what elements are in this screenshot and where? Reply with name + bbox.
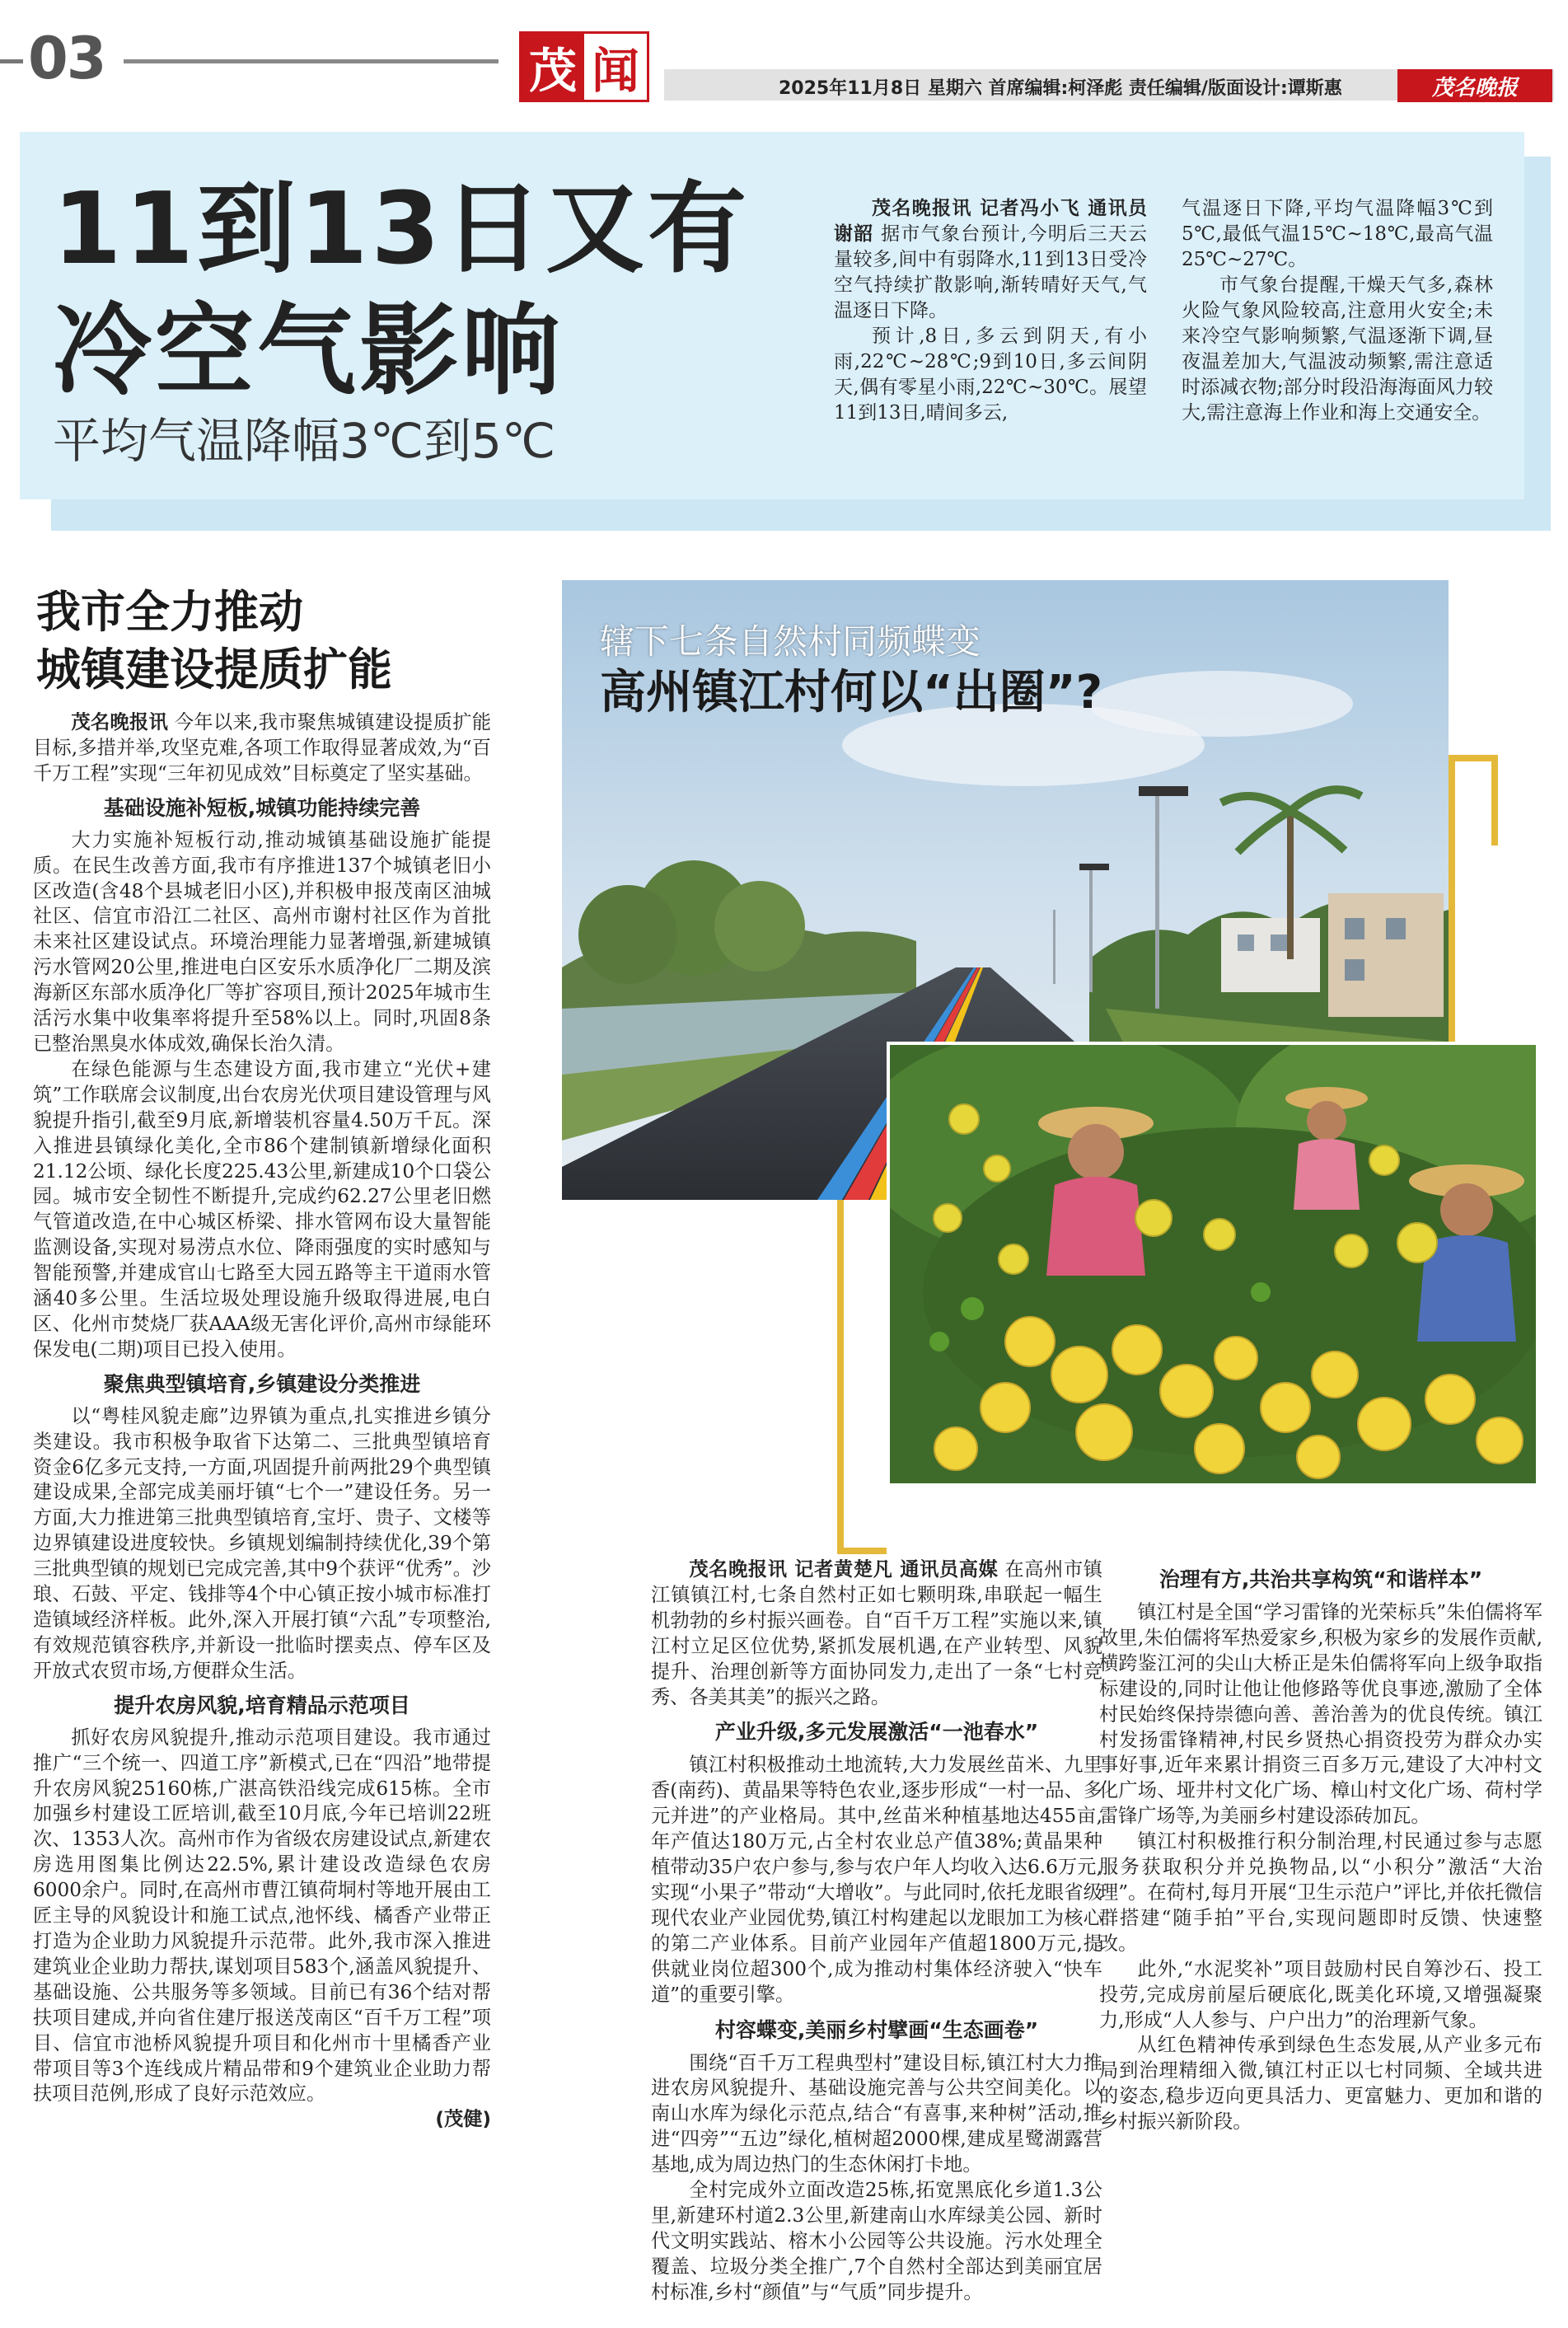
weather-headline-line2: 冷空气影响 bbox=[53, 294, 564, 409]
weather-column-2 bbox=[1182, 196, 1493, 426]
weather-subtitle: 平均气温降幅3℃到5℃ bbox=[53, 413, 556, 469]
weather-paragraph-4: 市气象台提醒,干燥天气多,森林火险气象风险较高,注意用火安全;未来冷空气影响频繁,气温逐渐下调,昼夜温差加大,气温波动频繁,需注意适时添减衣物;部分时段沿海海面风力较大,需注意海上作业和海上交通安全。 bbox=[1182, 274, 1493, 424]
village-subheading-3: 治理有方,共治共享构筑“和谐样本” bbox=[1158, 1567, 1483, 1591]
weather-byline: 茂名晚报讯 记者冯小飞 通讯员谢韶 bbox=[834, 198, 1147, 245]
urban-subheading-2: 聚焦典型镇培育,乡镇建设分类推进 bbox=[103, 1371, 421, 1396]
gold-frame-line-bottom bbox=[837, 1548, 887, 1554]
section-tag-char-1: 茂 bbox=[522, 34, 584, 100]
fruit-harvest-illustration bbox=[890, 1045, 1536, 1483]
weather-headline-line1: 11到13日又有 bbox=[53, 172, 750, 287]
fruit-harvest-photo bbox=[887, 1042, 1539, 1487]
village-paragraph-7: 此外,“水泥奖补”项目鼓励村民自筹沙石、投工投劳,完成房前屋后硬底化,既美化环境,又增强凝聚力,形成“人人参与、户户出力”的治理新气象。 bbox=[1099, 1957, 1542, 2031]
village-paragraph-2: 镇江村积极推动土地流转,大力发展丝苗米、九里香(南药)、黄晶果等特色农业,逐步形成“一村一品、多元并进”的产业格局。其中,丝苗米种植基地达455亩,年产值达180万元,占全村农业总产值38%;黄晶果种植带动35户农户参与,参与农户年人均收入达6.6万元,实现“小果子”带动“大增收”。与此同时,依托龙眼省级现代农业产业园优势,镇江村构建起以龙眼加工为核心的第二产业体系。目前产业园年产值超1800万元,提供就业岗位超300个,成为推动村集体经济驶入“快车道”的重要引擎。 bbox=[651, 1754, 1102, 2006]
weather-paragraph-2: 预计,8日,多云到阴天,有小雨,22℃~28℃;9到10日,多云间阴天,偶有零星小雨,22℃~30℃。展望11到13日,晴间多云, bbox=[834, 326, 1147, 424]
urban-article-title-line2: 城镇建设提质扩能 bbox=[36, 644, 392, 696]
village-article-column-2 bbox=[1099, 1557, 1542, 2135]
village-paragraph-1: 在高州市镇江镇镇江村,七条自然村正如七颗明珠,串联起一幅生机勃勃的乡村振兴画卷。自“百千万工程”实施以来,镇江村立足区位优势,紧抓发展机遇,在产业转型、风貌提升、治理创新等方面协同发力,走出了一条“七村竞秀、各美其美”的振兴之路。 bbox=[651, 1558, 1102, 1708]
gold-frame-line-right-2 bbox=[1491, 755, 1498, 845]
urban-paragraph-5: 抓好农房风貌提升,推动示范项目建设。我市通过推广“三个统一、四道工序”新模式,已在“四沿”地带提升农房风貌25160栋,广湛高铁沿线完成615栋。全市加强乡村建设工匠培训,截至10月底,今年已培训22班次、1353人次。高州市作为省级农房建设试点,新建农房选用图集比例达22.5%,累计建设改造绿色农房6000余户。同时,在高州市曹江镇荷垌村等地开展由工匠主导的风貌设计和施工试点,池怀线、橘香产业带正打造为企业助力风貌提升示范带。此外,我市深入推进建筑业企业助力帮扶,谋划项目583个,涵盖风貌提升、基础设施、公共服务等多领域。目前已有36个结对帮扶项目建成,并向省住建厅报送茂南区“百千万工程”项目、信宜市池桥风貌提升项目和化州市十里橘香产业带项目等3个连线成片精品带和9个建筑业企业助力帮扶项目范例,形成了良好示范效应。 bbox=[33, 1726, 491, 2106]
village-subheading-1: 产业升级,多元发展激活“一池春水” bbox=[714, 1720, 1039, 1745]
page-number-rule-right bbox=[124, 59, 498, 63]
village-paragraph-4: 全村完成外立面改造25栋,拓宽黑底化乡道1.3公里,新建环村道2.3公里,新建南山水库绿美公园、新时代文明实践站、榕木小公园等公共设施。污水处理全覆盖、垃圾分类全推广,7个自然村全部达到美丽宜居村标准,乡村“颜值”与“气质”同步提升。 bbox=[651, 2179, 1102, 2303]
urban-paragraph-4: 以“粤桂风貌走廊”边界镇为重点,扎实推进乡镇分类建设。我市积极争取省下达第二、三批典型镇培育资金6亿多元支持,一方面,巩固提升前两批29个典型镇建设成果,全部完成美丽圩镇“七个一”建设任务。另一方面,大力推进第三批典型镇培育,宝圩、贵子、文楼等边界镇建设进度较快。乡镇规划编制持续优化,39个第三批典型镇的规划已完成完善,其中9个获评“优秀”。沙琅、石鼓、平定、钱排等4个中心镇正按小城市标准打造镇域经济样板。此外,深入开展打镇“六乱”专项整治,有效规范镇容秩序,并新设一批临时摆卖点、停车区及开放式农贸市场,方便群众生活。 bbox=[33, 1404, 491, 1682]
urban-article-body bbox=[33, 710, 491, 2133]
page-number: 03 bbox=[28, 25, 105, 92]
village-article-kicker: 辖下七条自然村同频蝶变 bbox=[600, 621, 981, 662]
village-article-column-1 bbox=[651, 1557, 1102, 2306]
village-article-byline: 茂名晚报讯 记者黄楚凡 通讯员高媒 bbox=[689, 1558, 999, 1581]
urban-article-signature: (茂健) bbox=[435, 2108, 491, 2131]
section-tag-char-2: 闻 bbox=[584, 34, 647, 100]
gold-frame-line-right bbox=[1449, 755, 1455, 1042]
urban-article-title bbox=[36, 583, 392, 699]
village-paragraph-6: 镇江村积极推行积分制治理,村民通过参与志愿服务获取积分并兑换物品,以“小积分”激活“大治理”。在荷村,每月开展“卫生示范户”评比,并依托微信群搭建“随手拍”平台,实现问题即时反馈、快速整改。 bbox=[1099, 1830, 1542, 1955]
urban-paragraph-3: 在绿色能源与生态建设方面,我市建立“光伏+建筑”工作联席会议制度,出台农房光伏项目建设管理与风貌提升指引,截至9月底,新增装机容量4.50万千瓦。深入推进县镇绿化美化,全市86个建制镇新增绿化面积21.12公顷、绿化长度225.43公里,新建成10个口袋公园。城市安全韧性不断提升,完成约62.27公里老旧燃气管道改造,在中心城区桥梁、排水管网布设大量智能监测设备,实现对易涝点水位、降雨强度的实时感知与智能预警,并建成官山七路至大园五路等主干道雨水管涵40多公里。生活垃圾处理设施升级取得进展,电白区、化州市焚烧厂获AAA级无害化评价,高州市绿能环保发电(二期)项目已投入使用。 bbox=[33, 1057, 491, 1361]
urban-paragraph-2: 大力实施补短板行动,推动城镇基础设施扩能提质。在民生改善方面,我市有序推进137个城镇老旧小区改造(含48个县城老旧小区),并积极申报茂南区油城社区、信宜市沿江二社区、高州市谢村社区作为首批未来社区建设试点。环境治理能力显著增强,新建城镇污水管网20公里,推进电白区安乐水质净化厂二期及滨海新区东部水质净化厂等扩容项目,预计2025年城市生活污水集中收集率将提升至58%以上。同时,巩固8条已整治黑臭水体成效,确保长治久清。 bbox=[33, 828, 491, 1055]
masthead-info: 2025年11月8日 星期六 首席编辑:柯泽彪 责任编辑/版面设计:谭斯惠 bbox=[779, 78, 1342, 99]
page-number-rule-left bbox=[0, 59, 23, 63]
gold-frame-line-left bbox=[837, 1200, 844, 1554]
section-tag bbox=[519, 31, 649, 102]
village-paragraph-5: 镇江村是全国“学习雷锋的光荣标兵”朱伯儒将军故里,朱伯儒将军热爱家乡,积极为家乡的发展作贡献,横跨鉴江河的尖山大桥正是朱伯儒将军向上级争取指标建设的,同时让他让他修路等优良事迹,激励了全体村民始终保持崇德向善、善治善为的优良传统。镇江村发扬雷锋精神,村民乡贤热心捐资投劳为群众办实事好事,近年来累计捐资三百多万元,建设了大冲村文化广场、垭井村文化广场、樟山村文化广场、荷村学雷锋广场等,为美丽乡村建设添砖加瓦。 bbox=[1099, 1601, 1542, 1828]
weather-paragraph-3: 气温逐日下降,平均气温降幅3℃到5℃,最低气温15℃~18℃,最高气温25℃~27℃。 bbox=[1182, 198, 1493, 270]
urban-paragraph-1: 今年以来,我市聚焦城镇建设提质扩能目标,多措并举,攻坚克难,各项工作取得显著成效,为“百千万工程”实现“三年初见成效”目标奠定了坚实基础。 bbox=[33, 711, 492, 785]
urban-article-title-line1: 我市全力推动 bbox=[36, 586, 303, 638]
urban-subheading-3: 提升农房风貌,培育精品示范项目 bbox=[114, 1693, 410, 1717]
paper-logo: 茂名晚报 bbox=[1397, 69, 1552, 102]
urban-article-byline: 茂名晚报讯 bbox=[71, 711, 169, 733]
urban-subheading-1: 基础设施补短板,城镇功能持续完善 bbox=[103, 795, 421, 820]
village-subheading-2: 村容蝶变,美丽乡村擘画“生态画卷” bbox=[714, 2017, 1039, 2042]
village-paragraph-3: 围绕“百千万工程典型村”建设目标,镇江村大力推进农房风貌提升、基础设施完善与公共空间美化。以南山水库为绿化示范点,结合“有喜事,来种树”活动,推进“四旁”“五边”绿化,植树超2000棵,建成星鹭湖露营基地,成为周边热门的生态休闲打卡地。 bbox=[651, 2051, 1102, 2176]
weather-paragraph-1: 据市气象台预计,今明后三天云量较多,间中有弱降水,11到13日受冷空气持续扩散影响,渐转晴好天气,气温逐日下降。 bbox=[834, 223, 1148, 321]
village-article-title: 高州镇江村何以“出圈”? bbox=[600, 666, 1103, 719]
village-paragraph-8: 从红色精神传承到绿色生态发展,从产业多元布局到治理精细入微,镇江村正以七村同频、全域共进的姿态,稳步迈向更具活力、更富魅力、更加和谐的乡村振兴新阶段。 bbox=[1099, 2034, 1542, 2134]
weather-column-1 bbox=[834, 196, 1147, 426]
weather-headline bbox=[53, 169, 750, 413]
